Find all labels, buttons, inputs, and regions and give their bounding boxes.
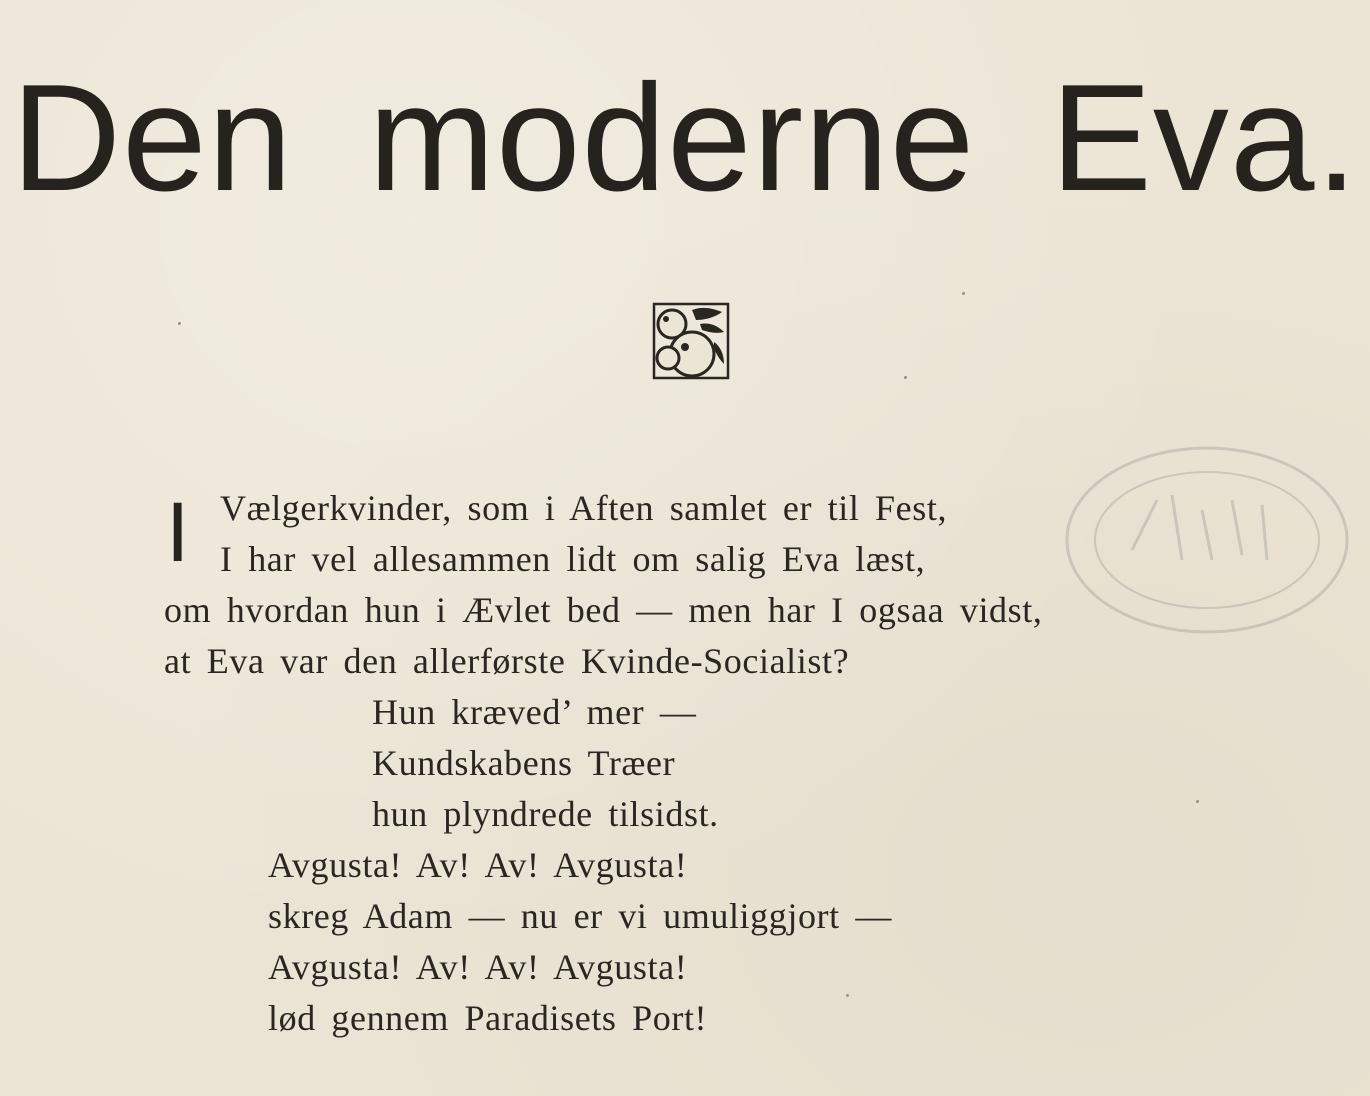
paper-speck <box>904 376 907 379</box>
poem-line: lød gennem Paradisets Port! <box>268 998 708 1038</box>
poem-line: Avgusta! Av! Av! Avgusta! <box>268 845 688 885</box>
poem-line: om hvordan hun i Ævlet bed — men har I ogsaa vidst, <box>164 590 1043 630</box>
dropcap: I <box>166 485 190 579</box>
poem-line: skreg Adam — nu er vi umuliggjort — <box>268 896 892 936</box>
poem-line: hun plyndrede tilsidst. <box>372 794 719 834</box>
poem-line: Hun kræved’ mer — <box>372 692 697 732</box>
poem-line: Avgusta! Av! Av! Avgusta! <box>268 947 688 987</box>
paper-speck <box>846 994 849 997</box>
poem-line: Vælgerkvinder, som i Aften samlet er til Fest, <box>220 488 948 528</box>
paper-speck <box>1196 800 1199 803</box>
poem-line: at Eva var den allerførste Kvinde-Socialist? <box>164 641 850 681</box>
paper-speck <box>962 292 965 295</box>
poem-line: Kundskabens Træer <box>372 743 676 783</box>
page-title: Den moderne Eva. <box>11 53 1359 223</box>
paper-speck <box>178 322 181 325</box>
poem-line: I har vel allesammen lidt om salig Eva læst, <box>220 539 926 579</box>
